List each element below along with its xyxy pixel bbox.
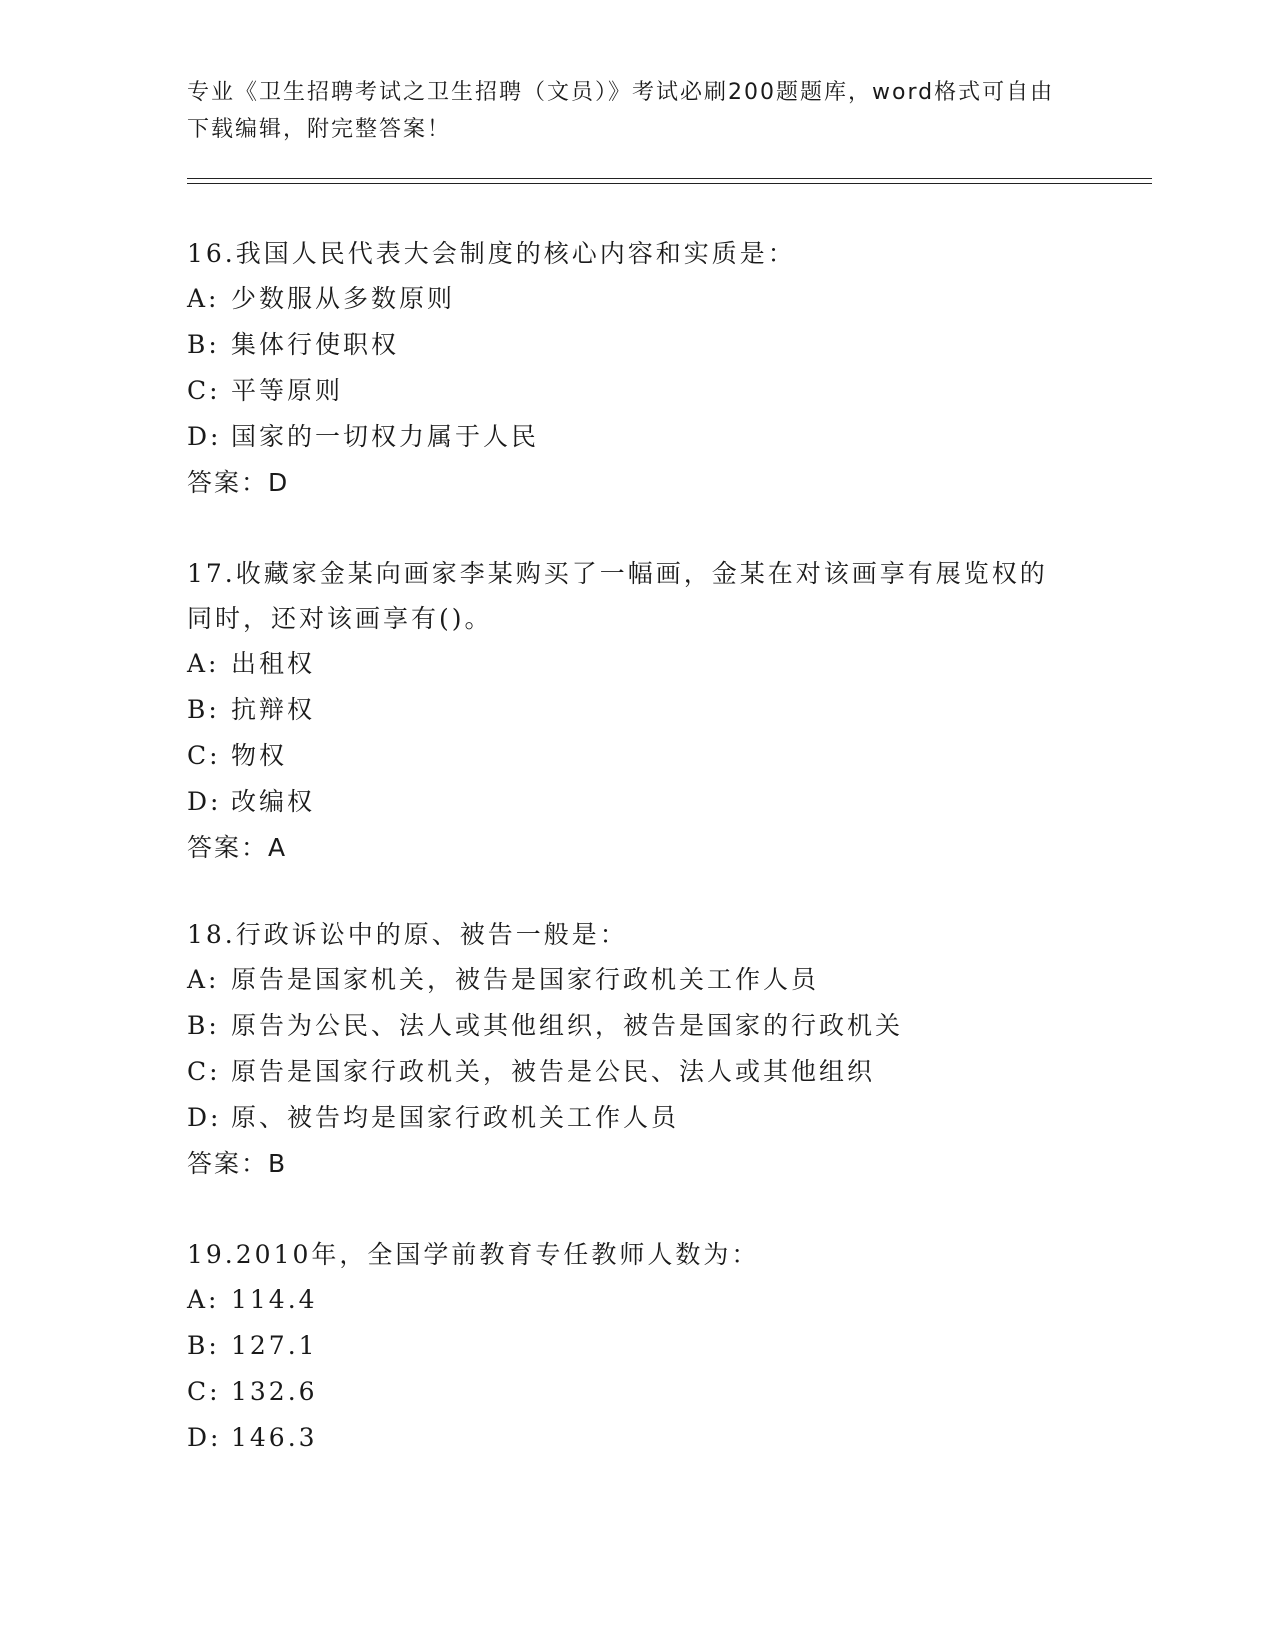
answer-line: 答案：B: [187, 1149, 288, 1178]
option-letter: D:: [187, 787, 222, 816]
option-text: 114.4: [231, 1285, 318, 1314]
question-19: [187, 1232, 1087, 1461]
answer-line: 答案：A: [187, 833, 288, 862]
question-18: [187, 912, 1087, 1187]
option-a: [187, 276, 1087, 322]
option-b: [187, 1323, 1087, 1369]
question-stem: 19.2010年，全国学前教育专任教师人数为：: [187, 1240, 760, 1269]
question-stem: 18.行政诉讼中的原、被告一般是：: [187, 920, 628, 949]
question-16: [187, 231, 1087, 506]
option-text: 物权: [231, 741, 288, 770]
option-a: [187, 957, 1087, 1003]
option-text: 平等原则: [231, 376, 344, 405]
option-text: 集体行使职权: [231, 330, 400, 359]
option-letter: D:: [187, 1423, 222, 1452]
option-letter: B:: [187, 1011, 220, 1040]
option-text: 原告是国家行政机关，被告是公民、法人或其他组织: [231, 1057, 876, 1086]
question-stem: 16.我国人民代表大会制度的核心内容和实质是：: [187, 239, 796, 268]
option-letter: C:: [187, 741, 221, 770]
option-b: [187, 1003, 1087, 1049]
option-text: 抗辩权: [231, 695, 316, 724]
option-b: [187, 322, 1087, 368]
option-c: [187, 1049, 1087, 1095]
option-text: 146.3: [231, 1423, 318, 1452]
option-letter: A:: [187, 284, 220, 313]
option-c: [187, 733, 1067, 779]
option-letter: C:: [187, 1377, 221, 1406]
option-letter: B:: [187, 1331, 220, 1360]
option-letter: C:: [187, 376, 221, 405]
option-text: 原告是国家机关，被告是国家行政机关工作人员: [231, 965, 820, 994]
option-letter: B:: [187, 330, 220, 359]
option-letter: B:: [187, 695, 220, 724]
header-divider-bottom: [187, 183, 1152, 184]
option-text: 原、被告均是国家行政机关工作人员: [231, 1103, 680, 1132]
header-divider-top: [187, 178, 1152, 179]
option-d: [187, 414, 1087, 460]
option-text: 127.1: [231, 1331, 318, 1360]
option-letter: C:: [187, 1057, 221, 1086]
question-stem: 17.收藏家金某向画家李某购买了一幅画，金某在对该画享有展览权的同时，还对该画享有()。: [187, 559, 1048, 633]
option-text: 改编权: [231, 787, 316, 816]
option-a: [187, 1277, 1087, 1323]
option-d: [187, 779, 1067, 825]
option-text: 出租权: [231, 649, 316, 678]
option-a: [187, 641, 1067, 687]
question-17: [187, 551, 1067, 871]
document-header: 专业《卫生招聘考试之卫生招聘（文员）》考试必刷200题题库，word格式可自由下载编辑，附完整答案！: [187, 80, 1055, 142]
option-text: 原告为公民、法人或其他组织，被告是国家的行政机关: [231, 1011, 904, 1040]
option-letter: D:: [187, 422, 222, 451]
option-letter: A:: [187, 965, 220, 994]
answer-line: 答案：D: [187, 468, 290, 497]
option-letter: A:: [187, 649, 220, 678]
option-letter: D:: [187, 1103, 222, 1132]
option-letter: A:: [187, 1285, 220, 1314]
option-text: 132.6: [231, 1377, 318, 1406]
option-b: [187, 687, 1067, 733]
option-d: [187, 1415, 1087, 1461]
option-c: [187, 1369, 1087, 1415]
option-text: 少数服从多数原则: [231, 284, 456, 313]
option-d: [187, 1095, 1087, 1141]
option-c: [187, 368, 1087, 414]
option-text: 国家的一切权力属于人民: [231, 422, 540, 451]
